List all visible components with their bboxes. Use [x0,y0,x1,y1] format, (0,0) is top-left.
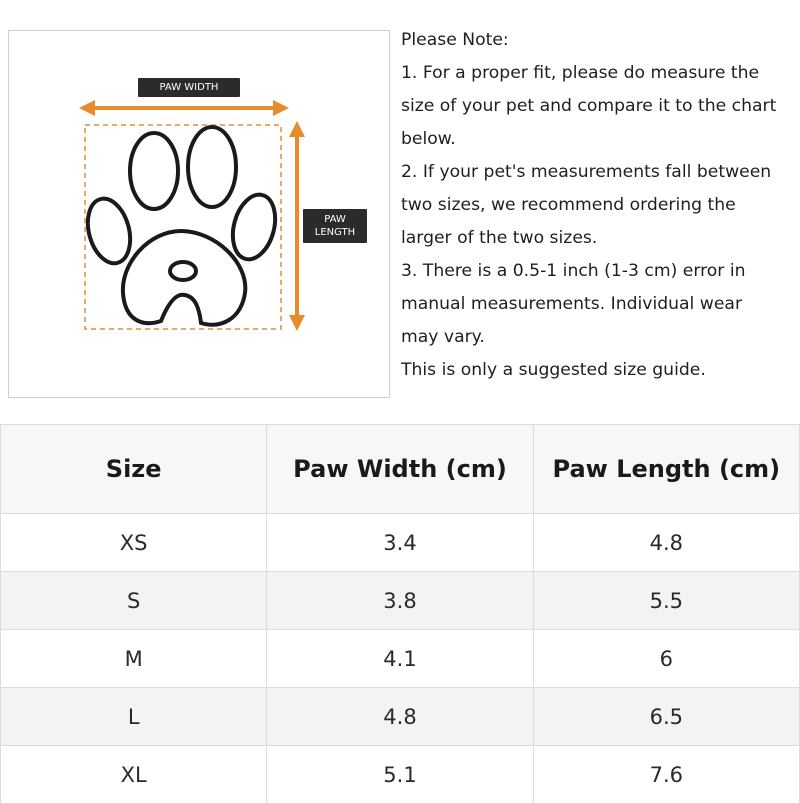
notes-line: 2. If your pet's measurements fall between [401,162,772,182]
notes-line: below. [401,129,456,149]
cell-paw-width: 3.8 [267,572,533,630]
header-paw-width: Paw Width (cm) [267,425,533,514]
notes-section [401,24,799,387]
cell-paw-length: 6.5 [533,688,799,746]
size-chart-table [0,424,800,804]
notes-line: two sizes, we recommend ordering the [401,195,736,215]
notes-line: 3. There is a 0.5-1 inch (1-3 cm) error in [401,261,746,281]
paw-diagram [8,30,390,398]
cell-size: S [1,572,267,630]
paw-print-icon [81,127,282,325]
table-row [1,746,800,804]
table-row [1,630,800,688]
cell-paw-length: 7.6 [533,746,799,804]
cell-size: XS [1,514,267,572]
cell-paw-length: 4.8 [533,514,799,572]
notes-line: This is only a suggested size guide. [401,360,706,380]
cell-size: L [1,688,267,746]
cell-paw-length: 6 [533,630,799,688]
table-row [1,572,800,630]
notes-line: manual measurements. Individual wear [401,294,743,314]
cell-paw-width: 4.8 [267,688,533,746]
table-row [1,514,800,572]
paw-length-label: PAW LENGTH [303,209,367,243]
notes-line: size of your pet and compare it to the chart [401,96,777,116]
paw-width-label: PAW WIDTH [138,78,240,97]
notes-heading: Please Note: [401,30,509,50]
header-size: Size [1,425,267,514]
cell-size: XL [1,746,267,804]
notes-line: may vary. [401,327,485,347]
table-header-row [1,425,800,514]
notes-line: 1. For a proper fit, please do measure the [401,63,760,83]
notes-line: larger of the two sizes. [401,228,598,248]
cell-size: M [1,630,267,688]
table-row [1,688,800,746]
cell-paw-width: 4.1 [267,630,533,688]
cell-paw-width: 5.1 [267,746,533,804]
cell-paw-length: 5.5 [533,572,799,630]
header-paw-length: Paw Length (cm) [533,425,799,514]
cell-paw-width: 3.4 [267,514,533,572]
